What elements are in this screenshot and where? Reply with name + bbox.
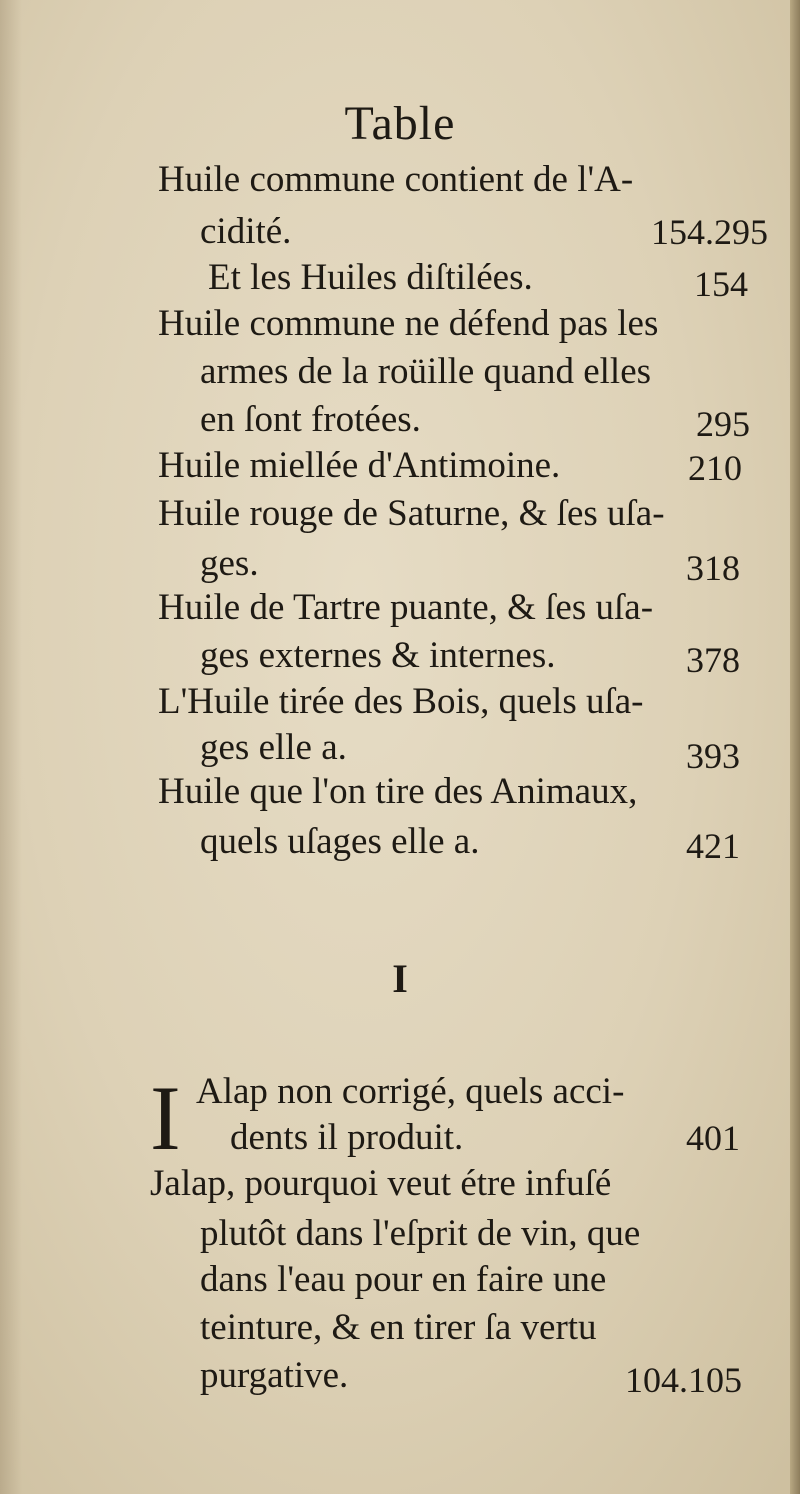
index-entry-line: Huile commune contient de l'A- <box>158 159 634 200</box>
page-number: 154.295 <box>651 212 768 252</box>
page-number: 210 <box>688 448 742 488</box>
index-entry-line: Huile que l'on tire des Animaux, <box>158 771 638 812</box>
page-number: 104.105 <box>625 1360 742 1400</box>
page-number: 154 <box>694 264 748 304</box>
index-entry-line: teinture, & en tirer ſa vertu <box>200 1307 597 1348</box>
index-entry-line: Huile miellée d'Antimoine. <box>158 445 561 486</box>
page-number: 421 <box>686 826 740 866</box>
index-entry-line: Jalap, pourquoi veut étre infuſé <box>150 1163 612 1204</box>
index-entry-line: en ſont frotées. <box>200 399 421 440</box>
page-number: 295 <box>696 404 750 444</box>
index-entry-line: dans l'eau pour en faire une <box>200 1259 607 1300</box>
index-entry-line: plutôt dans l'eſprit de vin, que <box>200 1213 641 1254</box>
page-number: 401 <box>686 1118 740 1158</box>
index-entry-line: Alap non corrigé, quels acci- <box>196 1071 625 1112</box>
index-entry-line: Et les Huiles diſtilées. <box>208 257 533 298</box>
section-letter: I <box>392 956 408 1001</box>
page-header: Table <box>344 97 456 150</box>
index-entry-line: Huile de Tartre puante, & ſes uſa- <box>158 587 654 628</box>
index-entry-line: Huile rouge de Saturne, & ſes uſa- <box>158 493 665 534</box>
index-entry-line: purgative. <box>200 1355 349 1396</box>
page-edge <box>790 0 800 1494</box>
gutter-shadow <box>0 0 22 1494</box>
page-number: 318 <box>686 548 740 588</box>
page-number: 378 <box>686 640 740 680</box>
index-entry-line: cidité. <box>200 211 292 252</box>
index-entry-line: ges elle a. <box>200 727 347 768</box>
index-entry-line: armes de la roüille quand elles <box>200 351 652 392</box>
index-entry-line: Huile commune ne défend pas les <box>158 303 659 344</box>
page-number: 393 <box>686 736 740 776</box>
index-entry-line: quels uſages elle a. <box>200 821 480 862</box>
index-entry-line: ges. <box>200 543 259 584</box>
drop-cap: I <box>150 1067 181 1169</box>
index-entry-line: ges externes & internes. <box>200 635 556 676</box>
index-entry-line: L'Huile tirée des Bois, quels uſa- <box>158 681 644 722</box>
index-entry-line: dents il produit. <box>230 1117 464 1158</box>
